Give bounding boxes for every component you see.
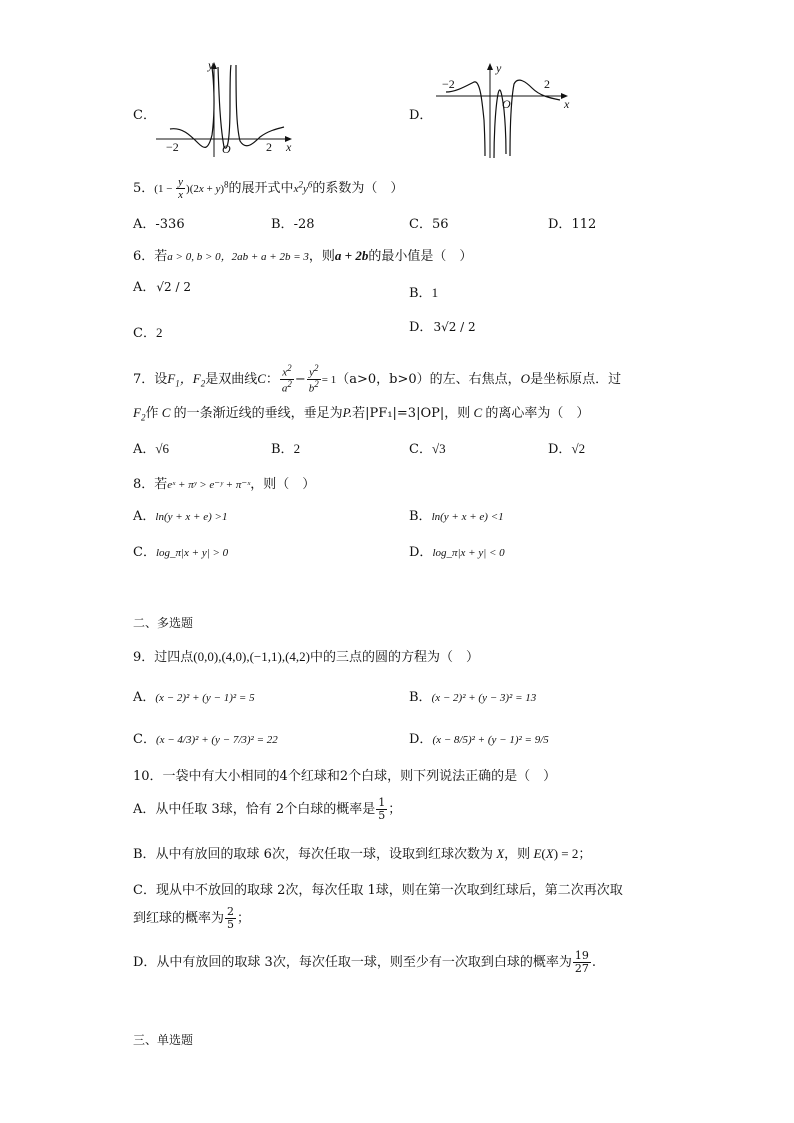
q5-stem: 5．(1 − $\frac{y}{x}$ )$(2x + y)^8$的展开式中$x^2y^6$的系数为（ ）: [133, 176, 404, 202]
q6-option-d: D．3√2 / 2: [409, 319, 476, 335]
q7-option-b: B．2: [271, 441, 301, 457]
q5-option-d: D．112: [548, 217, 597, 232]
q9-stem: 9．过四点(0,0),(4,0),(−1,1),(4,2)中的三点的圆的方程为（ ）: [133, 649, 480, 665]
q6-option-a: A．√2 / 2: [133, 279, 191, 295]
q10-stem: 10．一袋中有大小相同的4个红球和2个白球，则下列说法正确的是（ ）: [133, 769, 557, 784]
q9-option-c: C．(x − 4/3)² + (y − 7/3)² = 22: [133, 732, 278, 747]
q10-option-b: B．从中有放回的取球 6次，每次任取一球，设取到红球次数为 X，则 E(X) = 2；: [133, 846, 592, 862]
section-3-title: 三、单选题: [133, 1033, 194, 1047]
q9-points: (0,0),(4,0),(−1,1),(4,2): [193, 649, 310, 664]
q10-option-c-line2: 到红球的概率为 $\frac{2}{5}$ ；: [133, 905, 251, 932]
q6-option-a-value: √2 / 2: [156, 279, 191, 294]
q7-option-a: A．√6: [133, 441, 170, 457]
q7-line1: 7．设$F_1$，$F_2$是双曲线C： $\frac{x^2}{a^2}$ − $\frac{y^2}{b^2}$ = 1（a>0，b>0）的左、右焦点，O是坐标原点．过: [133, 363, 622, 395]
q4c-origin-label: O: [222, 142, 231, 156]
q10-option-d: D．从中有放回的取球 3次，每次任取一球，则至少有一次取到白球的概率为 $\frac{19}{27}$ .: [133, 949, 596, 976]
q4-option-c-label: C．: [133, 108, 156, 123]
q10-option-a: A．从中任取 3球，恰有 2个白球的概率是 $\frac{1}{5}$ ；: [133, 796, 402, 823]
q8-option-d: D．log_π|x + y| < 0: [409, 545, 505, 560]
q4c-x-label: x: [286, 140, 292, 154]
q5-option-b: B．-28: [271, 217, 315, 232]
q8-stem: 8．若eˣ + πʸ > e⁻ʸ + π⁻ˣ，则（ ）: [133, 477, 316, 492]
q9-option-a: A．(x − 2)² + (y − 1)² = 5: [133, 690, 255, 705]
q4-graph-d: [432, 60, 582, 170]
q6-target: a + 2b: [334, 248, 369, 263]
q8-option-a: A．ln(y + x + e) >1: [133, 509, 228, 524]
q4d-neg-tick: −2: [442, 77, 455, 91]
q4d-pos-tick: 2: [544, 77, 550, 91]
q5-number: 5．: [133, 181, 155, 197]
q4c-y-label: y: [208, 58, 214, 72]
q6-option-b: B．1: [409, 285, 439, 301]
q5-option-a: A．-336: [133, 217, 185, 232]
q6-option-d-value: 3√2 / 2: [433, 319, 476, 334]
q5-stem-end: 的系数为（ ）: [312, 181, 404, 197]
q8-condition: eˣ + πʸ > e⁻ʸ + π⁻ˣ: [167, 479, 251, 491]
q4-option-d-label: D．: [409, 108, 433, 123]
q6-option-c: C．2: [133, 325, 163, 341]
q9-option-d: D．(x − 8/5)² + (y − 1)² = 9/5: [409, 732, 549, 747]
q9-option-b: B．(x − 2)² + (y − 3)² = 13: [409, 690, 537, 705]
q7-option-d: D．√2: [548, 441, 586, 457]
q4c-neg-tick: −2: [166, 140, 179, 154]
q8-option-b: B．ln(y + x + e) <1: [409, 509, 504, 524]
q4d-x-label: x: [564, 97, 570, 111]
q6-stem: 6．若a > 0, b > 0，2ab + a + 2b = 3，则a + 2b的最小值是（ ）: [133, 248, 473, 264]
q8-option-c: C．log_π|x + y| > 0: [133, 545, 229, 560]
q4c-pos-tick: 2: [266, 140, 272, 154]
q10-option-c-line1: C．现从中不放回的取球 2次，每次任取 1球，则在第一次取到红球后，第二次再次取: [133, 883, 623, 898]
q7-option-c: C．√3: [409, 441, 446, 457]
q5-stem-tail: 的展开式中: [228, 181, 294, 197]
section-2-title: 二、多选题: [133, 616, 194, 630]
q5-option-c: C．56: [409, 217, 449, 232]
q4d-y-label: y: [496, 61, 502, 75]
q6-condition: a > 0, b > 0，2ab + a + 2b = 3: [167, 251, 309, 263]
q7-line2: $F_2$作 C 的一条渐近线的垂线，垂足为P.若|PF₁|=3|OP|，则 C 的离心率为（ ）: [133, 405, 590, 423]
q4d-origin-label: O: [502, 97, 511, 111]
q4-graph-c: [150, 55, 300, 165]
